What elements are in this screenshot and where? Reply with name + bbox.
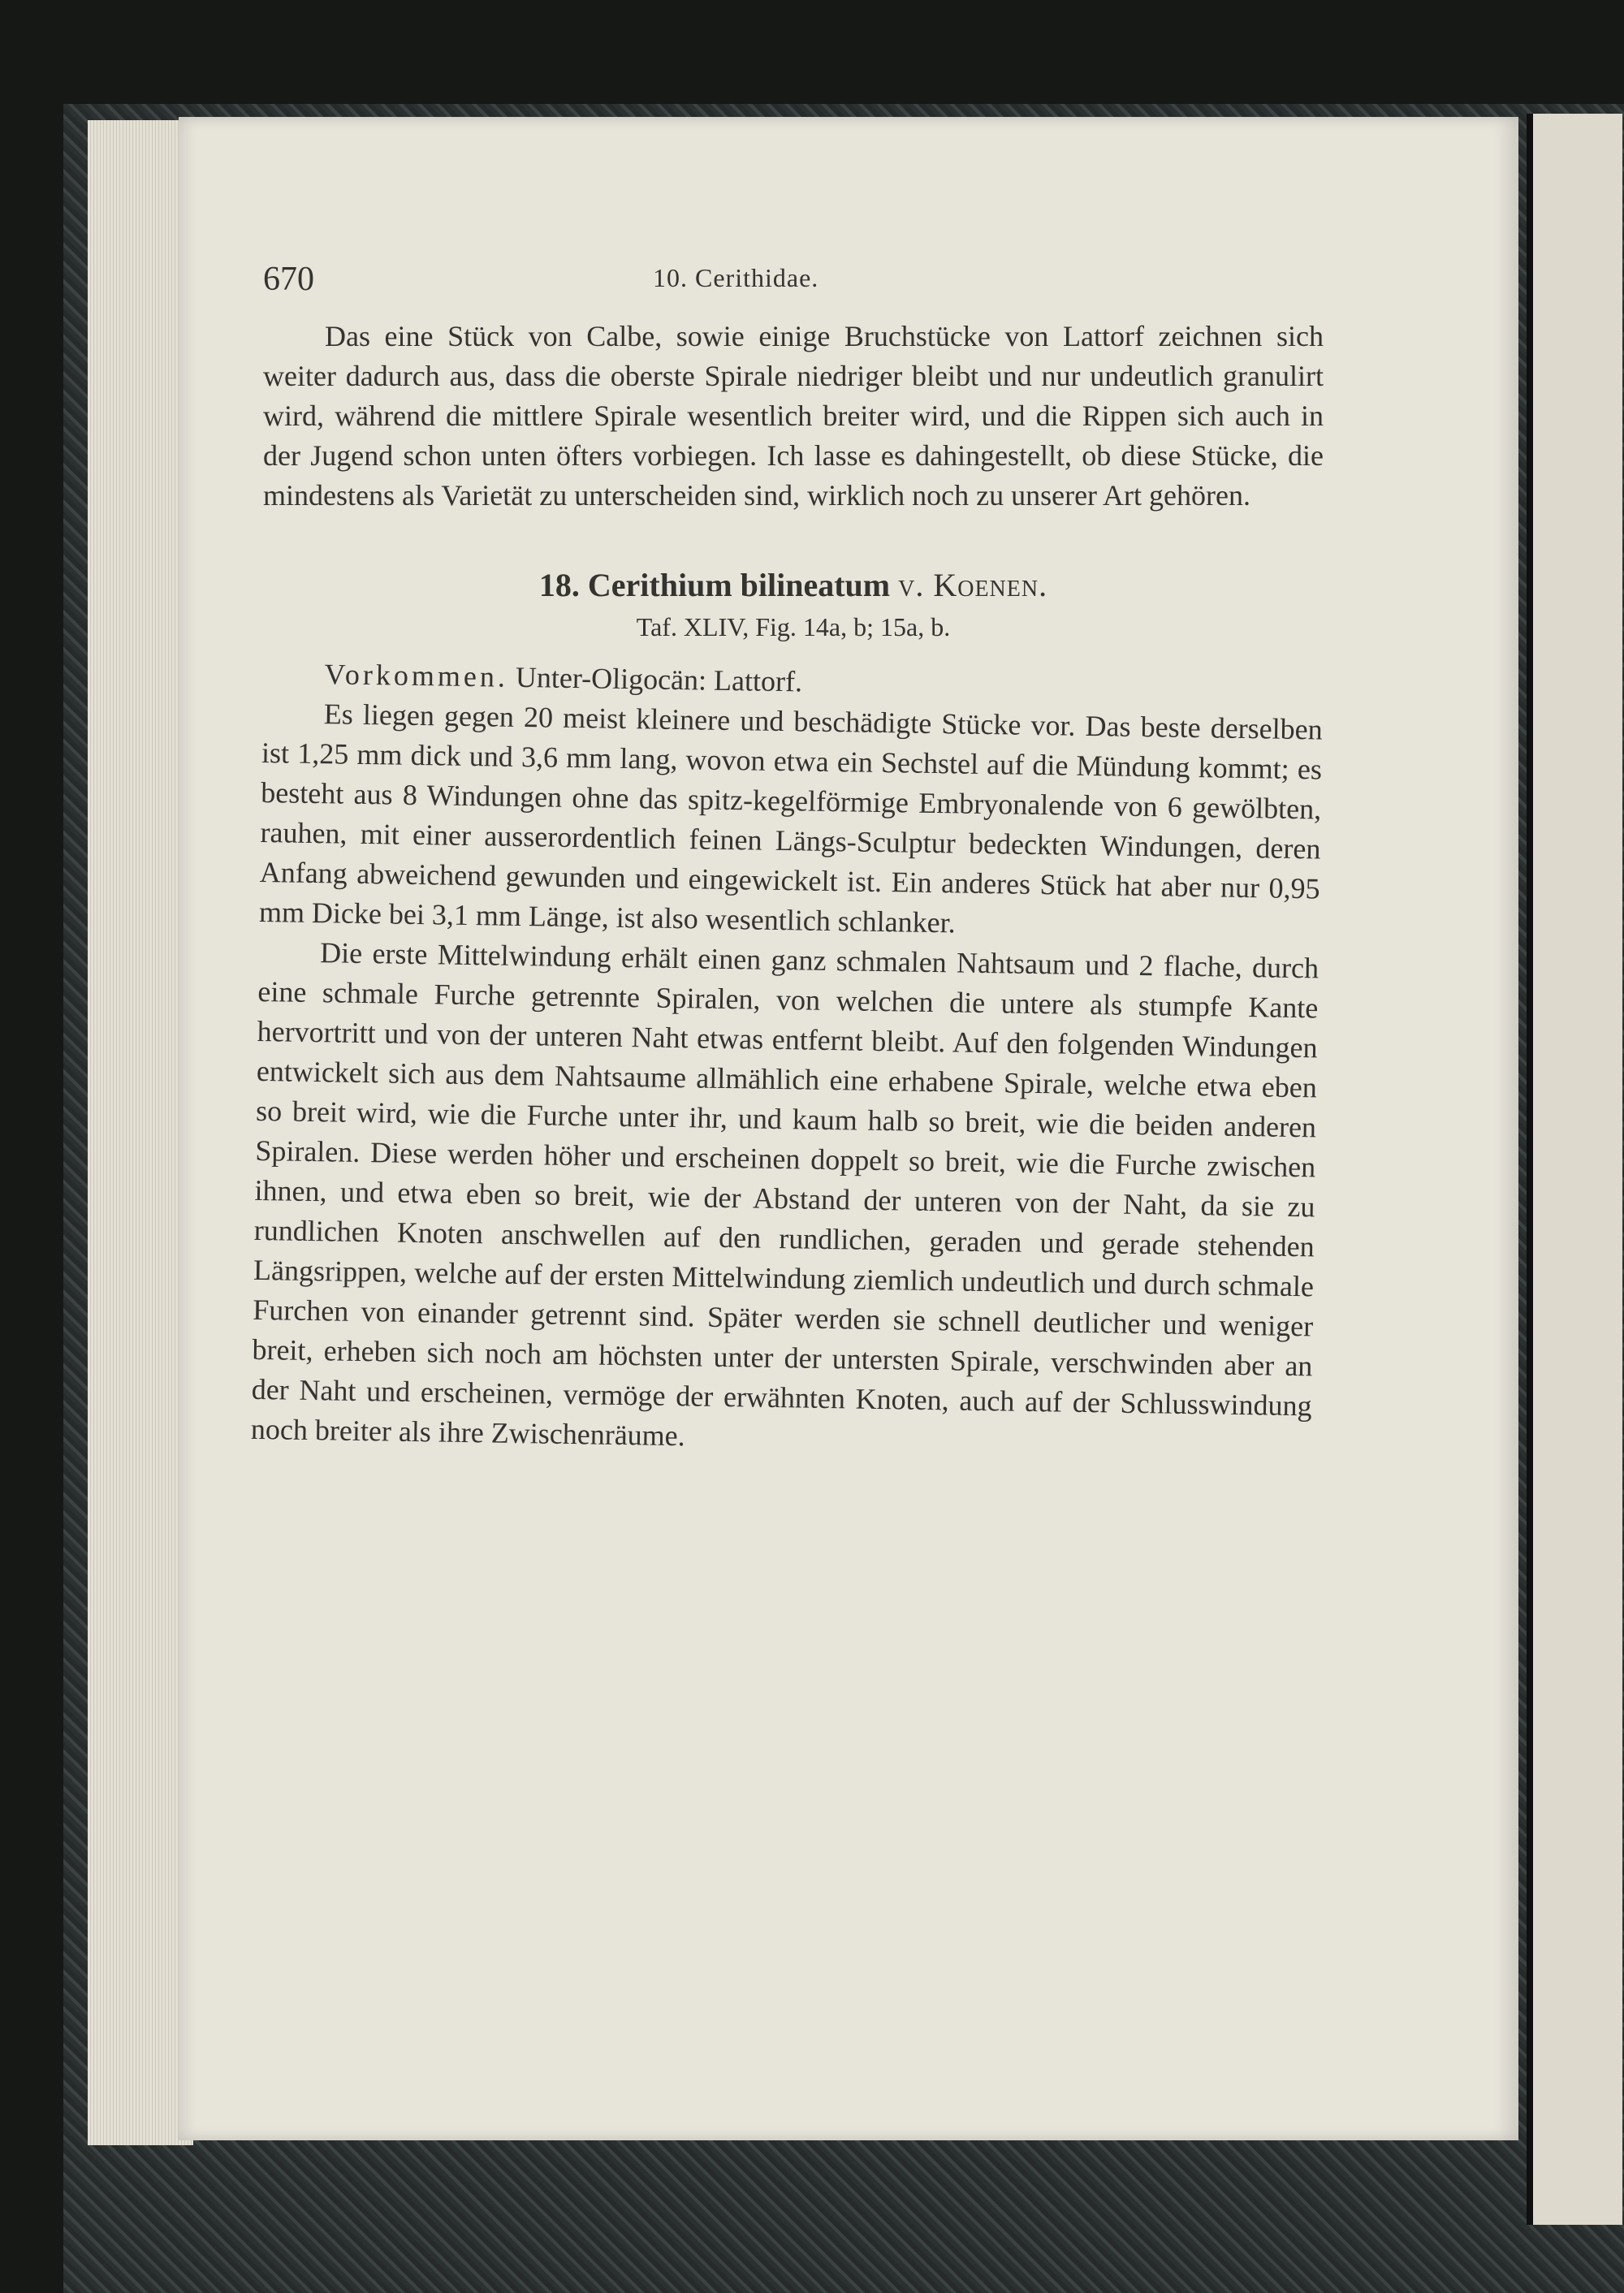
- facing-page-edge: [1527, 114, 1622, 2225]
- occurrence-text: Unter-Oligocän: Lattorf.: [515, 660, 803, 698]
- species-title: 18. Cerithium bilineatum: [538, 567, 891, 603]
- description-block: [251, 654, 1324, 1466]
- species-author: v. Koenen.: [898, 567, 1048, 603]
- occurrence-label: Vorkommen.: [324, 658, 509, 693]
- species-heading: [263, 566, 1324, 604]
- page-header: [263, 260, 1324, 317]
- page-number: 670: [263, 261, 314, 298]
- description-paragraph-1: Es liegen gegen 20 meist kleinere und beschädigte Stücke vor. Das beste derselben ist 1,25 mm dick und 3,6 mm lang, wovon etwa ein Sechstel auf die Mündung kommt; es besteht aus 8 Windungen ohne das spitz-kegelförmige Embryonalende von 6 gewölbten, rauhen, mit einer ausserordentlich feinen Längs-Sculptur bedeckten Windungen, deren Anfang abweichend gewunden und eingewickelt ist. Ein anderes Stück hat aber nur 0,95 mm Dicke bei 3,1 mm Länge, ist also wesentlich schlanker.: [258, 697, 1324, 939]
- page-content: [250, 260, 1324, 1453]
- plate-reference: Taf. XLIV, Fig. 14a, b; 15a, b.: [636, 612, 951, 641]
- description-paragraph-2: Die erste Mittelwindung erhält einen ganz schmalen Nahtsaum und 2 flache, durch eine schmale Furche getrennte Spiralen, von welchen die untere als stumpfe Kante hervortritt und von der unteren Naht etwas entfernt bleibt. Auf den folgenden Windungen entwickelt sich aus dem Nahtsaume allmählich eine erhabene Spirale, welche etwa eben so breit wird, wie die Furche unter ihr, und kaum halb so breit, wie die beiden anderen Spiralen. Diese werden höher und erscheinen doppelt so breit, wie die Furche zwischen ihnen, und etwa eben so breit, wie der Abstand der unteren von der Naht, da sie zu rundlichen Knoten anschwellen auf den rundlichen, geraden und gerade stehenden Längsrippen, welche auf der ersten Mittelwindung ziemlich undeutlich und durch schmale Furchen von einander getrennt sind. Später werden sie schnell deutlicher und weniger breit, erheben sich noch am höchsten unter der untersten Spirale, verschwinden aber an der Naht und erscheinen, vermöge der erwähnten Knoten, auch auf der Schlusswindung noch breiter als ihre Zwischenräume.: [250, 936, 1320, 1453]
- page-edges: [88, 120, 193, 2145]
- running-head: 10. Cerithidae.: [653, 263, 819, 292]
- intro-paragraph: Das eine Stück von Calbe, sowie einige Bruchstücke von Lattorf zeichnen sich weiter dadurch aus, dass die oberste Spirale niedriger bleibt und nur undeutlich granulirt wird, während die mittlere Spirale wesentlich breiter wird, und die Rippen sich auch in der Jugend schon unten öfters vorbiegen. Ich lasse es dahingestellt, ob diese Stücke, die mindestens als Varietät zu unterscheiden sind, wirklich noch zu unserer Art gehören.: [263, 320, 1324, 512]
